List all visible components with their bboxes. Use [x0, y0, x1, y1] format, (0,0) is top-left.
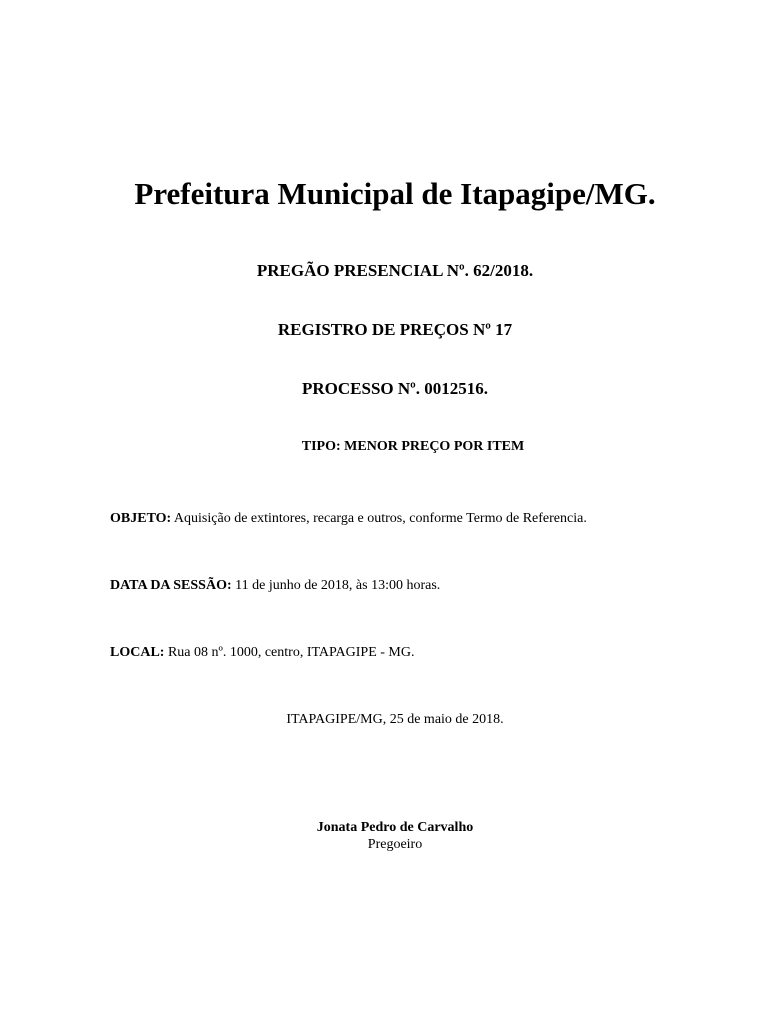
signatory-role: Pregoeiro [367, 837, 423, 852]
registro-heading: REGISTRO DE PREÇOS Nº 17 [277, 320, 513, 339]
place-date: ITAPAGIPE/MG, 25 de maio de 2018. [286, 712, 504, 727]
pregao-heading: PREGÃO PRESENCIAL Nº. 62/2018. [256, 261, 534, 280]
local-field [110, 643, 414, 663]
data-sessao-field [110, 576, 440, 596]
tipo-heading: TIPO: MENOR PREÇO POR ITEM [301, 439, 525, 454]
objeto-label: OBJETO: [110, 511, 172, 526]
signatory-name: Jonata Pedro de Carvalho [316, 820, 474, 835]
local-value: Rua 08 nº. 1000, centro, ITAPAGIPE - MG. [164, 645, 415, 660]
document-title: Prefeitura Municipal de Itapagipe/MG. [134, 176, 656, 211]
objeto-field [110, 509, 587, 529]
local-label: LOCAL: [110, 645, 165, 660]
data-sessao-label: DATA DA SESSÃO: [110, 578, 232, 593]
data-sessao-value: 11 de junho de 2018, às 13:00 horas. [231, 578, 441, 593]
processo-heading: PROCESSO Nº. 0012516. [301, 379, 489, 398]
objeto-value: Aquisição de extintores, recarga e outros, conforme Termo de Referencia. [171, 511, 587, 526]
